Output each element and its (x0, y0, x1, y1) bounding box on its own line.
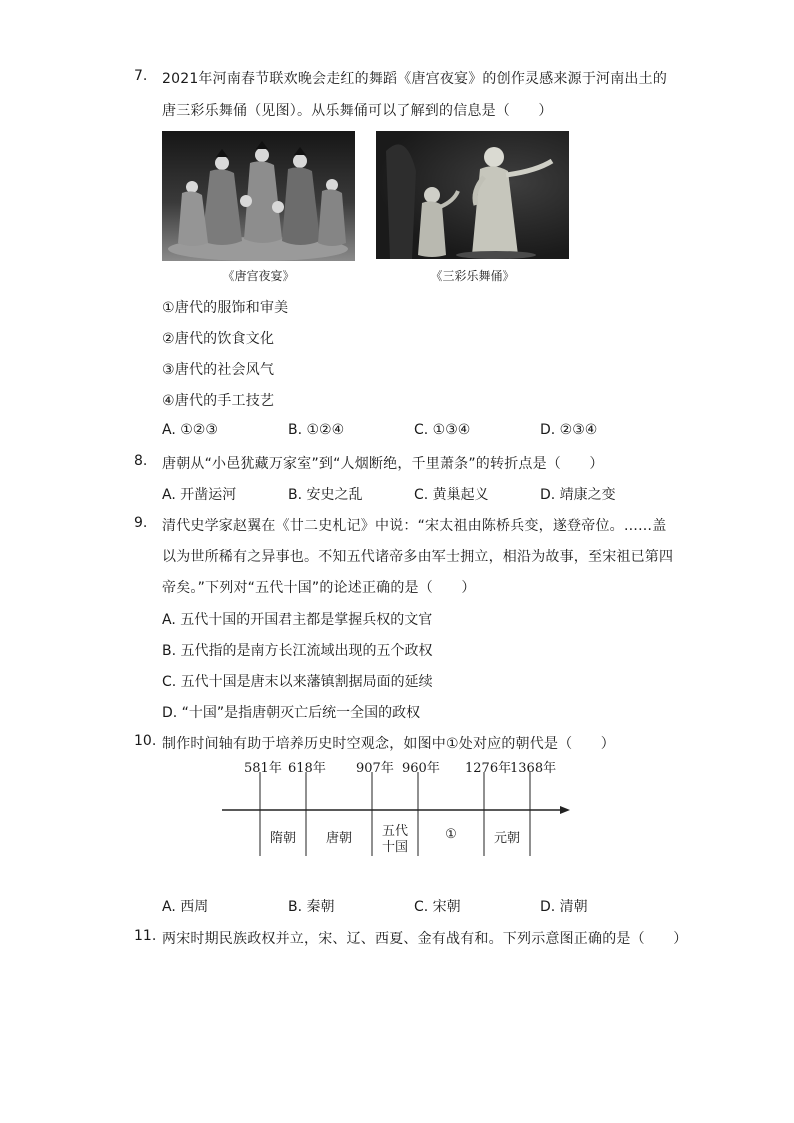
tri-colored-figurines-photo (376, 131, 569, 259)
question-9-line-1: 清代史学家赵翼在《廿二史札记》中说：“宋太祖由陈桥兵变，遂登帝位。……盖 (162, 518, 667, 534)
q9-option-d[interactable]: D. “十国”是指唐朝灭亡后统一全国的政权 (162, 705, 421, 721)
timeline-year-907: 907年 (356, 761, 394, 776)
question-9-number: 9. (134, 515, 148, 531)
q8-option-a[interactable]: A. 开凿运河 (162, 487, 237, 503)
caption-tri-colored-figurines: 《三彩乐舞俑》 (430, 269, 515, 283)
timeline-year-1276: 1276年 (465, 761, 512, 776)
timeline-period-sui: 隋朝 (269, 831, 296, 846)
question-7-number: 7. (134, 68, 148, 84)
question-7-line-2: 唐三彩乐舞俑（见图）。从乐舞俑可以了解到的信息是（ ） (162, 103, 553, 119)
statement-3: ③唐代的社会风气 (162, 362, 275, 378)
question-7-line-1: 2021年河南春节联欢晚会走红的舞蹈《唐宫夜宴》的创作灵感来源于河南出土的 (162, 71, 668, 87)
question-11-number: 11. (134, 928, 157, 944)
timeline-period-five-dynasties: 五代 (381, 824, 408, 839)
timeline-year-1368: 1368年 (510, 761, 557, 776)
question-8-number: 8. (134, 453, 148, 469)
statement-1: ①唐代的服饰和审美 (162, 300, 289, 316)
question-10-number: 10. (134, 733, 157, 749)
statement-2: ②唐代的饮食文化 (162, 331, 275, 347)
question-9-line-2: 以为世所稀有之异事也。不知五代诸帝多由军士拥立，相沿为故事，至宋祖已第四 (162, 549, 674, 565)
timeline-period-tang: 唐朝 (325, 831, 352, 846)
q10-option-a[interactable]: A. 西周 (162, 899, 209, 915)
figurines-illustration (376, 131, 569, 259)
statement-4: ④唐代的手工技艺 (162, 393, 275, 409)
question-11-line-1: 两宋时期民族政权并立，宋、辽、西夏、金有战有和。下列示意图正确的是（ ） (162, 931, 688, 947)
q8-option-b[interactable]: B. 安史之乱 (288, 487, 363, 503)
q9-option-c[interactable]: C. 五代十国是唐末以来藩镇割据局面的延续 (162, 674, 433, 690)
timeline-year-960: 960年 (402, 761, 440, 776)
timeline-arrow-icon (560, 806, 570, 814)
q9-option-a[interactable]: A. 五代十国的开国君主都是掌握兵权的文官 (162, 612, 433, 628)
q10-option-b[interactable]: B. 秦朝 (288, 899, 335, 915)
q7-option-b[interactable]: B. ①②④ (288, 422, 345, 438)
timeline-year-618: 618年 (288, 761, 326, 776)
q7-option-c[interactable]: C. ①③④ (414, 422, 471, 438)
question-9-line-3: 帝矣。”下列对“五代十国”的论述正确的是（ ） (162, 580, 476, 596)
q10-option-d[interactable]: D. 清朝 (540, 899, 588, 915)
q7-option-a[interactable]: A. ①②③ (162, 422, 218, 438)
question-10-line-1: 制作时间轴有助于培养历史时空观念，如图中①处对应的朝代是（ ） (162, 736, 615, 752)
q8-option-d[interactable]: D. 靖康之变 (540, 487, 616, 503)
timeline-period-blank-1: ① (445, 827, 457, 842)
q10-option-c[interactable]: C. 宋朝 (414, 899, 461, 915)
q8-option-c[interactable]: C. 黄巢起义 (414, 487, 489, 503)
caption-tang-palace-banquet: 《唐宫夜宴》 (222, 269, 295, 283)
dancers-illustration (162, 131, 355, 261)
timeline-year-581: 581年 (244, 761, 282, 776)
timeline-period-yuan: 元朝 (493, 831, 520, 846)
timeline-period-ten-kingdoms: 十国 (381, 840, 408, 855)
q7-option-d[interactable]: D. ②③④ (540, 422, 598, 438)
question-8-line-1: 唐朝从“小邑犹藏万家室”到“人烟断绝，千里萧条”的转折点是（ ） (162, 456, 604, 472)
q9-option-b[interactable]: B. 五代指的是南方长江流域出现的五个政权 (162, 643, 433, 659)
tang-palace-banquet-photo (162, 131, 355, 261)
